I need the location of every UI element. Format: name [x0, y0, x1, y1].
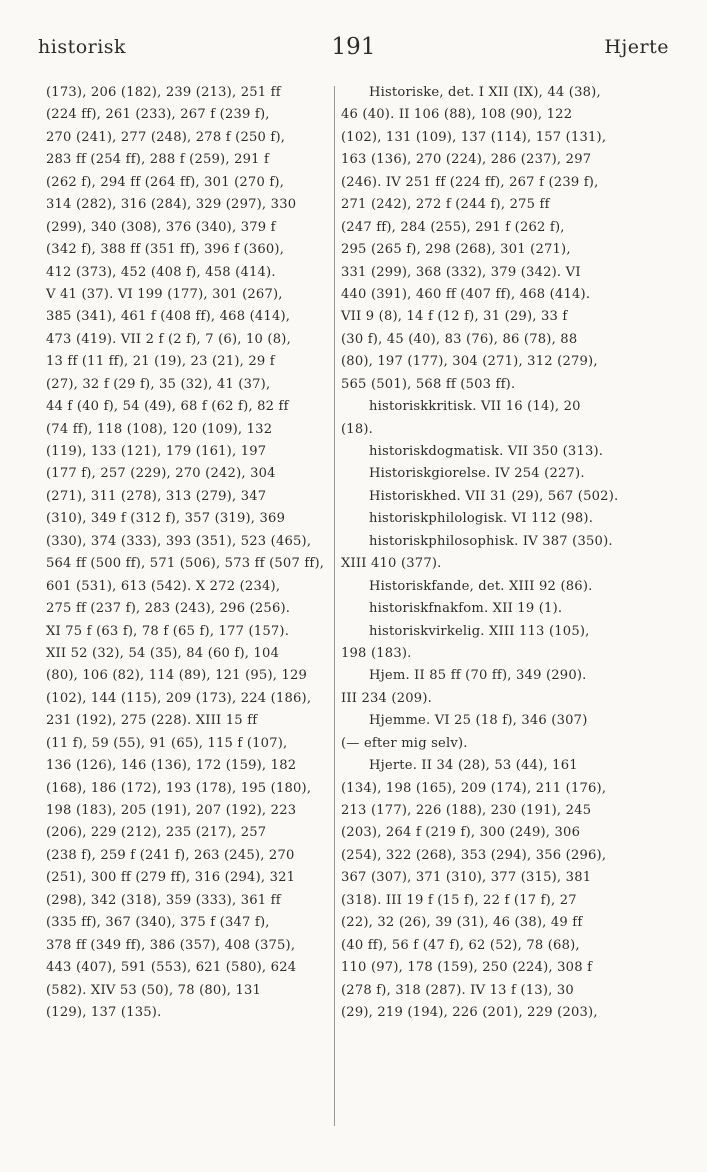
index-entry-headword-line: historiskkritisk. VII 16 (14), 20 [369, 399, 581, 415]
index-line: V 41 (37). VI 199 (177), 301 (267), [46, 286, 283, 302]
index-line: (238 f), 259 f (241 f), 263 (245), 270 [46, 847, 295, 863]
index-line: (177 f), 257 (229), 270 (242), 304 [46, 466, 276, 482]
index-line: (262 f), 294 ff (264 ff), 301 (270 f), [46, 174, 285, 190]
index-line: (80), 197 (177), 304 (271), 312 (279), [341, 354, 598, 370]
index-line: (318). III 19 f (15 f), 22 f (17 f), 27 [341, 892, 577, 908]
index-line: 275 ff (237 f), 283 (243), 296 (256). [46, 601, 291, 617]
index-line: 331 (299), 368 (332), 379 (342). VI [341, 264, 581, 280]
index-line: (224 ff), 261 (233), 267 f (239 f), [46, 107, 270, 123]
index-line: (134), 198 (165), 209 (174), 211 (176), [341, 780, 607, 796]
index-line: (298), 342 (318), 359 (333), 361 ff [46, 892, 281, 908]
index-line: 231 (192), 275 (228). XIII 15 ff [46, 713, 258, 729]
index-entry-headword-line: Historiskfande, det. XIII 92 (86). [369, 578, 593, 594]
index-line: 473 (419). VII 2 f (2 f), 7 (6), 10 (8), [46, 331, 291, 347]
index-line: (206), 229 (212), 235 (217), 257 [46, 825, 267, 841]
index-line: (335 ff), 367 (340), 375 f (347 f), [46, 915, 270, 931]
index-entry-headword-line: historiskvirkelig. XIII 113 (105), [369, 623, 590, 639]
right-column [341, 82, 671, 1024]
index-entry-headword-line: Historiskgiorelse. IV 254 (227). [369, 466, 585, 482]
index-line: (254), 322 (268), 353 (294), 356 (296), [341, 847, 607, 863]
header-left-catchword: historisk [38, 36, 127, 58]
index-line: (251), 300 ff (279 ff), 316 (294), 321 [46, 870, 296, 886]
index-line: 46 (40). II 106 (88), 108 (90), 122 [341, 107, 573, 123]
index-line: (271), 311 (278), 313 (279), 347 [46, 488, 267, 504]
index-line: (80), 106 (82), 114 (89), 121 (95), 129 [46, 668, 308, 684]
index-line: (246). IV 251 ff (224 ff), 267 f (239 f), [341, 174, 599, 190]
index-line: (119), 133 (121), 179 (161), 197 [46, 444, 267, 459]
index-line: (173), 206 (182), 239 (213), 251 ff [46, 85, 281, 100]
index-line: 367 (307), 371 (310), 377 (315), 381 [341, 870, 592, 886]
index-line: 270 (241), 277 (248), 278 f (250 f), [46, 129, 286, 145]
index-entry-headword-line: historiskphilologisk. VI 112 (98). [369, 511, 594, 527]
index-entry-headword-line: Historiske, det. I XII (IX), 44 (38), [369, 85, 601, 100]
header-right-catchword: Hjerte [604, 36, 669, 58]
index-entry-headword-line: Hjemme. VI 25 (18 f), 346 (307) [369, 713, 588, 729]
index-line: 601 (531), 613 (542). X 272 (234), [46, 578, 281, 594]
index-line: XII 52 (32), 54 (35), 84 (60 f), 104 [46, 645, 280, 661]
index-line: 213 (177), 226 (188), 230 (191), 245 [341, 803, 592, 818]
index-line: 443 (407), 591 (553), 621 (580), 624 [46, 960, 297, 976]
index-line: 314 (282), 316 (284), 329 (297), 330 [46, 197, 297, 213]
index-line: 136 (126), 146 (136), 172 (159), 182 [46, 758, 297, 774]
index-line: 283 ff (254 ff), 288 f (259), 291 f [46, 152, 270, 168]
index-line: (22), 32 (26), 39 (31), 46 (38), 49 ff [341, 915, 583, 931]
index-line: (11 f), 59 (55), 91 (65), 115 f (107), [46, 735, 288, 751]
index-line: 198 (183), 205 (191), 207 (192), 223 [46, 803, 297, 818]
index-line: (— efter mig selv). [341, 735, 468, 751]
index-line: 110 (97), 178 (159), 250 (224), 308 f [341, 960, 593, 976]
index-line: III 234 (209). [341, 690, 433, 706]
index-line: 198 (183). [341, 645, 412, 661]
index-line: 565 (501), 568 ff (503 ff). [341, 376, 516, 392]
index-entry-headword-line: historiskphilosophisk. IV 387 (350). [369, 533, 613, 549]
index-line: (27), 32 f (29 f), 35 (32), 41 (37), [46, 376, 271, 392]
index-line: (342 f), 388 ff (351 ff), 396 f (360), [46, 242, 285, 258]
index-line: (29), 219 (194), 226 (201), 229 (203), [341, 1004, 598, 1020]
left-column [46, 82, 332, 1024]
index-line: (74 ff), 118 (108), 120 (109), 132 [46, 421, 273, 437]
index-line: (102), 144 (115), 209 (173), 224 (186), [46, 690, 312, 706]
index-line: (30 f), 45 (40), 83 (76), 86 (78), 88 [341, 331, 578, 347]
index-line: (102), 131 (109), 137 (114), 157 (131), [341, 129, 607, 145]
column-divider [334, 86, 335, 1126]
running-head [38, 34, 669, 64]
index-line: (168), 186 (172), 193 (178), 195 (180), [46, 780, 312, 796]
index-line: 378 ff (349 ff), 386 (357), 408 (375), [46, 937, 296, 953]
page-number: 191 [331, 34, 376, 60]
index-line: (247 ff), 284 (255), 291 f (262 f), [341, 219, 565, 235]
index-line: 44 f (40 f), 54 (49), 68 f (62 f), 82 ff [46, 399, 289, 415]
index-entry-headword-line: Historiskhed. VII 31 (29), 567 (502). [369, 488, 619, 504]
index-entry-headword-line: Hjerte. II 34 (28), 53 (44), 161 [369, 758, 578, 774]
index-line: XI 75 f (63 f), 78 f (65 f), 177 (157). [46, 623, 290, 639]
index-line: XIII 410 (377). [341, 556, 442, 572]
index-entry-headword-line: historiskdogmatisk. VII 350 (313). [369, 444, 604, 459]
index-entry-headword-line: historiskfnakfom. XII 19 (1). [369, 601, 563, 617]
index-line: (330), 374 (333), 393 (351), 523 (465), [46, 533, 312, 549]
index-line: (40 ff), 56 f (47 f), 62 (52), 78 (68), [341, 937, 580, 953]
index-line: (18). [341, 421, 374, 437]
index-line: (203), 264 f (219 f), 300 (249), 306 [341, 825, 581, 841]
index-line: VII 9 (8), 14 f (12 f), 31 (29), 33 f [341, 309, 568, 325]
index-line: (278 f), 318 (287). IV 13 f (13), 30 [341, 982, 574, 998]
index-line: 440 (391), 460 ff (407 ff), 468 (414). [341, 286, 591, 302]
index-line: (129), 137 (135). [46, 1004, 162, 1020]
index-line: (310), 349 f (312 f), 357 (319), 369 [46, 511, 286, 527]
index-entry-headword-line: Hjem. II 85 ff (70 ff), 349 (290). [369, 668, 587, 684]
index-line: 163 (136), 270 (224), 286 (237), 297 [341, 152, 592, 168]
index-line: 295 (265 f), 298 (268), 301 (271), [341, 242, 571, 258]
index-line: (299), 340 (308), 376 (340), 379 f [46, 219, 276, 235]
index-line: 13 ff (11 ff), 21 (19), 23 (21), 29 f [46, 354, 275, 370]
index-line: 271 (242), 272 f (244 f), 275 ff [341, 197, 550, 213]
index-line: 564 ff (500 ff), 571 (506), 573 ff (507 ff), [46, 556, 325, 572]
index-line: 412 (373), 452 (408 f), 458 (414). [46, 264, 276, 280]
index-line: (582). XIV 53 (50), 78 (80), 131 [46, 982, 262, 998]
index-line: 385 (341), 461 f (408 ff), 468 (414), [46, 309, 291, 325]
